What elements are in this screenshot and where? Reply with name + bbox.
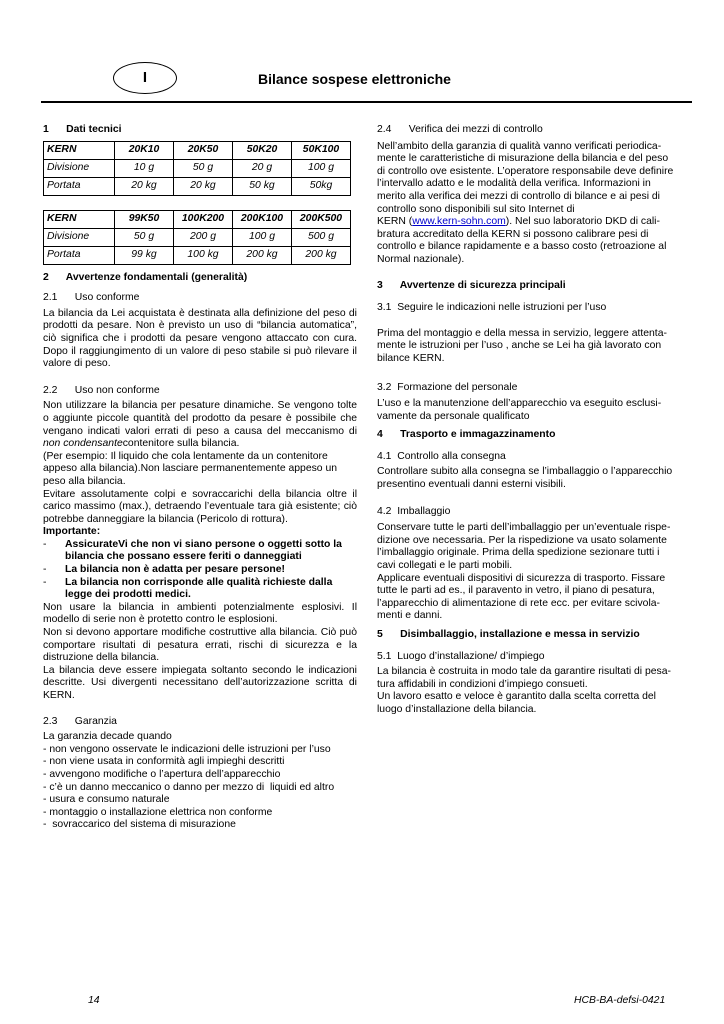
italic-text: non condensante — [43, 438, 123, 450]
language-badge: I — [113, 62, 177, 94]
text-line: menti e danni. — [377, 610, 443, 622]
table-cell: 100K200 — [174, 210, 233, 228]
text-span: contenitore sulla bilancia. — [122, 438, 240, 450]
section-3-title: 3 Avvertenze di sicurezza principali — [377, 279, 566, 291]
section-2-2-paragraph: Evitare assolutamente colpi e sovraccarichi della bilancia oltre il carico massimo (max.), detraendo l’eventuale tara già esistente; ciò potrebbe danneggiare la bilancia (Pericolo di rottura). — [43, 488, 357, 525]
list-item: - AssicurateVi che non vi siano persone o oggetti sotto la bilancia che possano essere feriti o danneggiati — [43, 539, 357, 564]
table-cell: Portata — [44, 246, 115, 264]
section-4-2-title: 4.2 Imballaggio — [377, 505, 451, 517]
table-cell: 20K50 — [174, 141, 233, 159]
text-line: tura affidabili in condizioni d’impiego consueti. — [377, 678, 588, 690]
section-4-1-text — [377, 466, 687, 491]
text-line: Controllare subito alla consegna se l’imballaggio o l’apparecchio — [377, 466, 673, 478]
text-line: L’uso e la manutenzione dell’apparecchio va eseguito esclusi- — [377, 398, 662, 410]
section-3-2-text — [377, 398, 687, 423]
text-line: Conservare tutte le parti dell’imballaggio per un’eventuale rispe- — [377, 522, 671, 534]
list-item: - sovraccarico del sistema di misurazione — [43, 819, 236, 831]
section-2-2-paragraph: Non usare la bilancia in ambienti potenzialmente esplosivi. Il modello di serie non è protetto contro le esplosioni. — [43, 601, 357, 626]
table-cell: 200 g — [174, 228, 233, 246]
list-item: - c’è un danno meccanico o danno per mezzo di liquidi ed altro — [43, 781, 335, 793]
table-cell: 200 kg — [292, 246, 351, 264]
section-2-3-intro: La garanzia decade quando — [43, 731, 172, 743]
table-row — [44, 141, 351, 159]
section-2-4-title: 2.4 Verifica dei mezzi di controllo — [377, 124, 543, 135]
table-cell: 20 kg — [174, 177, 233, 195]
table-row — [44, 228, 351, 246]
list-item: - avvengono modifiche o l’apertura dell’apparecchio — [43, 768, 281, 780]
important-label: Importante: — [43, 526, 101, 538]
text-line: Un lavoro esatto e veloce è garantito dalla scelta corretta del — [377, 691, 656, 703]
bullet-text: La bilancia non corrisponde alle qualità richieste dalla legge dei prodotti medici. — [65, 576, 333, 601]
text-line: controllo sono disponibili sul sito Internet di — [377, 203, 575, 215]
bullet-text: La bilancia non è adatta per pesare persone! — [65, 564, 286, 576]
table-cell: 10 g — [115, 159, 174, 177]
section-4-title: 4 Trasporto e immagazzinamento — [377, 429, 556, 441]
table-row — [44, 159, 351, 177]
section-4-1-title: 4.1 Controllo alla consegna — [377, 450, 506, 462]
text-line: vamente da personale qualificato — [377, 410, 530, 422]
table-cell: 20 kg — [115, 177, 174, 195]
table-cell: 50 g — [174, 159, 233, 177]
text-line: merito alla verifica dei mezzi di controllo di bilance e ai pesi di — [377, 190, 660, 202]
header-divider — [41, 101, 692, 103]
section-2-4-text — [377, 141, 687, 267]
table-cell: Portata — [44, 177, 115, 195]
section-2-1-text: La bilancia da Lei acquistata è destinata alla definizione del peso di prodotti da pesare. Non è previsto un uso di “bilancia automatica”, ciò significa che i prodotti da pesare vengono attaccato con cura. Dopo il raggiungimento di un valore di peso stabile si può rilevare il valore di peso. — [43, 307, 357, 370]
table-row — [44, 177, 351, 195]
text-line: controllo e bilance rapidamente e a basso costo (retroazione al — [377, 241, 667, 253]
section-2-2-paragraph — [43, 400, 357, 450]
list-item: - non viene usata in conformità agli impieghi descritti — [43, 756, 285, 768]
section-2-3-title: 2.3 Garanzia — [43, 715, 117, 727]
list-item: - usura e consumo naturale — [43, 794, 170, 806]
table-cell: 100 g — [292, 159, 351, 177]
section-2-2-paragraph: (Per esempio: Il liquido che cola lentamente da un contenitore appeso alla bilancia).Non lasciare permanentemente appeso un peso alla bilancia. — [43, 450, 338, 487]
text-line: cavi collegati e le parti mobili. — [377, 560, 513, 572]
section-5-title: 5 Disimballaggio, installazione e messa in servizio — [377, 629, 640, 640]
text-line: di controllo ove esistente. L’operatore responsabile deve definire — [377, 165, 674, 177]
text-line: dizione ove necessaria. Per la rispedizione va usato solamente — [377, 534, 667, 546]
table-cell: KERN — [44, 210, 115, 228]
table-cell: Divisione — [44, 228, 115, 246]
text-span: ). Nel suo laboratorio DKD di cali- — [505, 216, 660, 228]
list-item: - La bilancia non è adatta per pesare persone! — [43, 564, 357, 577]
section-3-2-title: 3.2 Formazione del personale — [377, 381, 518, 393]
text-line: mente le caratteristiche di misurazione della bilancia e del peso — [377, 153, 669, 165]
table-cell: 20K10 — [115, 141, 174, 159]
document-code: HCB-BA-defsi-0421 — [574, 995, 666, 1006]
text-line: La bilancia è costruita in modo tale da garantire risultati di pesa- — [377, 666, 671, 678]
section-4-2-text — [377, 522, 687, 623]
section-3-1-title: 3.1 Seguire le indicazioni nelle istruzioni per l’uso — [377, 302, 607, 314]
text-line: l’intervallo adatto e le modalità della verifica. Informazioni in — [377, 178, 651, 190]
table-cell: 100 kg — [174, 246, 233, 264]
section-3-1-text — [377, 328, 687, 366]
table-cell: 200 kg — [233, 246, 292, 264]
text-line: tutte le parti ad es., il paravento in vetro, il piano di pesatura, — [377, 585, 655, 597]
table-cell: 50 kg — [233, 177, 292, 195]
table-cell: 50K100 — [292, 141, 351, 159]
text-line: mente le istruzioni per l’uso , anche se Lei ha già lavorato con — [377, 340, 662, 352]
section-5-1-title: 5.1 Luogo d’installazione/ d’impiego — [377, 650, 545, 662]
text-span: Non utilizzare la bilancia per pesature dinamiche. Se vengono tolte o aggiunte piccole quantità del prodotto da pesare è possibile che vengano indicati valori errati di peso a causa del meccanismo di — [43, 400, 357, 437]
section-2-1-title: 2.1 Uso conforme — [43, 292, 140, 304]
table-cell: 200K500 — [292, 210, 351, 228]
text-line: luogo d’installazione della bilancia. — [377, 703, 537, 715]
section-2-title: 2 Avvertenze fondamentali (generalità) — [43, 271, 248, 283]
table-row — [44, 210, 351, 228]
text-span: KERN ( — [377, 216, 413, 228]
spec-table-1 — [43, 141, 351, 196]
table-cell: 200K100 — [233, 210, 292, 228]
table-cell: 500 g — [292, 228, 351, 246]
text-line: Nell’ambito della garanzia di qualità vanno verificati periodica- — [377, 140, 662, 152]
kern-website-link[interactable]: www.kern-sohn.com — [412, 216, 506, 228]
left-column — [43, 124, 357, 832]
table-cell: 20 g — [233, 159, 292, 177]
section-2-2-title: 2.2 Uso non conforme — [43, 384, 160, 396]
text-line: l’imballaggio originale. Prima della spedizione sezionare tutti i — [377, 547, 660, 559]
text-line: Applicare eventuali dispositivi di sicurezza di trasporto. Fissare — [377, 572, 666, 584]
text-line — [377, 216, 687, 229]
section-2-2-paragraph: La bilancia deve essere impiegata soltanto secondo le indicazioni descritte. Usi divergenti necessitano dell’autorizzazione scritta di KERN. — [43, 664, 357, 701]
table-cell: 50kg — [292, 177, 351, 195]
section-5-1-text — [377, 666, 687, 716]
bullet-text: AssicurateVi che non vi siano persone o oggetti sotto la bilancia che possano essere feriti o danneggiati — [65, 538, 342, 563]
list-item: - montaggio o installazione elettrica non conforme — [43, 806, 273, 818]
spec-table-2 — [43, 210, 351, 265]
table-cell: KERN — [44, 141, 115, 159]
table-cell: 99 kg — [115, 246, 174, 264]
table-cell: 99K50 — [115, 210, 174, 228]
text-line: bratura accreditato della KERN si possono calibrare pesi di — [377, 228, 649, 240]
text-line: Normal nazionale). — [377, 253, 465, 265]
section-2-2-paragraph: Non si devono apportare modifiche costruttive alla bilancia. Ciò può comportare risultati di pesatura errati, rischi di sicurezza e la distruzione della bilancia. — [43, 627, 357, 664]
text-line: presentino eventuali danni esterni visibili. — [377, 479, 566, 491]
text-line: bilance KERN. — [377, 352, 445, 364]
table-cell: Divisione — [44, 159, 115, 177]
list-item: - La bilancia non corrisponde alle qualità richieste dalla legge dei prodotti medici. — [43, 577, 357, 602]
text-line: Prima del montaggio e della messa in servizio, leggere attenta- — [377, 327, 667, 339]
table-cell: 50 g — [115, 228, 174, 246]
table-cell: 100 g — [233, 228, 292, 246]
list-item: - non vengono osservate le indicazioni delle istruzioni per l’uso — [43, 743, 331, 755]
section-1-title: 1 Dati tecnici — [43, 124, 122, 135]
table-row — [44, 246, 351, 264]
page-title: Bilance sospese elettroniche — [258, 71, 451, 87]
page-number: 14 — [88, 995, 100, 1006]
table-cell: 50K20 — [233, 141, 292, 159]
text-line: l’apparecchio di alimentazione di rete ecc. per evitare scivola- — [377, 597, 660, 609]
right-column — [377, 124, 687, 717]
